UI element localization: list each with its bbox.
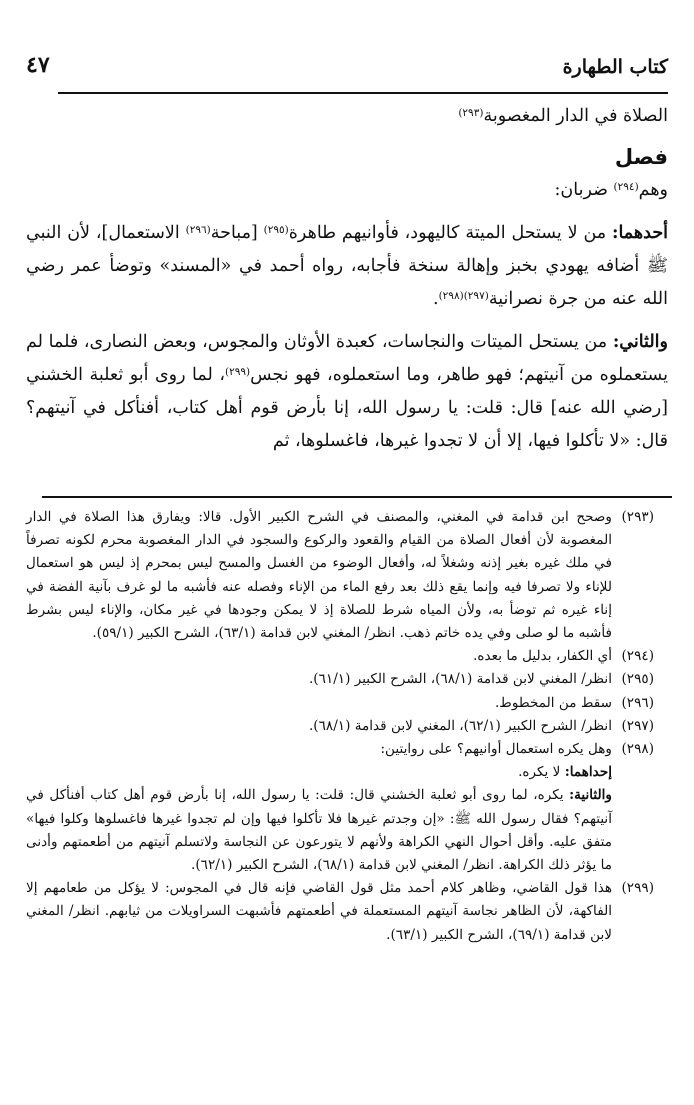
footnote-text: أي الكفار، بدليل ما بعده. [473, 648, 612, 665]
footnote [26, 692, 668, 715]
chapter-title: كتاب الطهارة [562, 56, 668, 78]
paragraph-first-type: أحدهما: من لا يستحل الميتة كاليهود، فأوانيهم طاهرة$^{(٢٩٥)}$ [مباحة$^{(٢٩٦)}$ الاستعمال]، لأن النبي ﷺ أضافه يهودي بخبز وإهالة سنخة فأجابه، رواه أحمد في «المسند» وتوضأ عمر رضي الله عنه من جرة نصرانية$^{(٢٩٧)(٢٩٨)}$. [26, 223, 669, 309]
footnote-lead: إحداهما: [564, 764, 612, 781]
footnote-number: (٢٩٩) [621, 880, 654, 897]
footnote-text: انظر/ المغني لابن قدامة (٦٨/١)، الشرح الكبير (٦١/١). [308, 671, 612, 688]
page-number: ٤٧ [26, 52, 50, 78]
footnote-ref: (٢٩٥) [263, 224, 289, 236]
footnote-number: (٢٩٣) [621, 509, 654, 525]
section-heading: فصل [614, 145, 668, 169]
footnote-continuation [26, 784, 668, 877]
footnote-separator [42, 496, 672, 498]
footnote-text: لا يكره. [518, 764, 565, 781]
footnote-text: سقط من المخطوط. [494, 694, 612, 711]
paragraph-lead: والثاني: [612, 332, 668, 352]
footnote-text: هذا قول القاضي، وظاهر كلام أحمد مثل قول القاضي فإنه قال في المجوس: لا يؤكل من طعامهم إلا الفاكهة، لأن الظاهر نجاسة آنيتهم المستعملة في أطعمتهم فأشبهت السراويلات من ثيابهم. انظر/ المغني لابن قدامة (٦٩/١)، الشرح الكبير (٦٣/١). [26, 880, 612, 943]
intro-line: وهم$^{(٢٩٤)}$ ضربان: [554, 180, 668, 200]
footnote [26, 506, 668, 645]
footnote-ref: (٢٩٧)(٢٩٨) [438, 290, 489, 302]
continuation-line: الصلاة في الدار المغصوبة$^{(٢٩٣)}$ [458, 106, 668, 126]
paragraph-lead: أحدهما: [612, 223, 669, 243]
footnotes [26, 506, 668, 947]
footnote [26, 877, 668, 947]
footnote-continuation [26, 761, 668, 784]
footnote-number: (٢٩٤) [621, 648, 654, 665]
main-text [26, 100, 668, 458]
footnote-number: (٢٩٧) [621, 717, 654, 734]
footnote-ref: (٢٩٦) [185, 224, 211, 236]
header-rule [58, 92, 668, 94]
footnote-ref: (٢٩٩) [224, 366, 251, 378]
footnote [26, 645, 668, 668]
footnote-text: وصحح ابن قدامة في المغني، والمصنف في الشرح الكبير الأول. قالا: ويفارق هذا الصلاة في الدار المغصوبة لأن أفعال الصلاة من القيام والقعود والركوع والسجود في الدار المغصوبة محرم لكونه تصرفاً في ملك غيره بغير إذنه وشغلاً له، وأفعال الوضوء من الغسل والمسح ليس بمحرم إذ ليس هو استعمال للإناء ولا تصرفا فيه وإنما يقع ذلك بعد رفع الماء من الإناء وفصله عنه فأشبه ما لو غرف بآنية الفضة في إناء غيره ثم توضأ به، ولأن المياه شرط للصلاة إذ لا يمكن وجودها في غير مكان، والإناء ليس بشرط فأشبه ما لو صلى وفي يده خاتم ذهب. انظر/ المغني لابن قدامة (٦٣/١)، الشرح الكبير (٥٩/١). [26, 509, 612, 642]
footnote-text: وهل يكره استعمال أوانيهم؟ على روايتين: [380, 741, 612, 758]
footnote-number: (٢٩٨) [621, 741, 654, 758]
running-header [26, 52, 668, 86]
footnote-text: انظر/ الشرح الكبير (٦٢/١)، المغني لابن قدامة (٦٨/١). [308, 717, 612, 734]
footnote-lead: والثانية: [569, 787, 612, 804]
footnote [26, 668, 668, 691]
footnote [26, 715, 668, 738]
footnote-number: (٢٩٦) [621, 694, 654, 711]
footnote-ref: (٢٩٤) [613, 181, 639, 193]
footnote-ref: (٢٩٣) [458, 107, 484, 119]
paragraph-second-type: والثاني: من يستحل الميتات والنجاسات، كعبدة الأوثان والمجوس، وبعض النصارى، فلما لم يستعملوه من آنيتهم؛ فهو طاهر، وما استعملوه، فهو نجس$^{(٢٩٩)}$، لما روى أبو ثعلبة الخشني [رضي الله عنه] قال: قلت: يا رسول الله، إنا بأرض قوم أهل كتاب، أفنأكل في آنيتهم؟ قال: «لا تأكلوا فيها، إلا أن لا تجدوا غيرها، فاغسلوها، ثم [26, 332, 669, 451]
footnote [26, 738, 668, 761]
footnote-number: (٢٩٥) [621, 671, 654, 688]
footnote-text: يكره، لما روى أبو ثعلبة الخشني قال: قلت: يا رسول الله، إنا بأرض قوم أهل كتاب أفنأكل في آنيتهم؟ فقال رسول الله ﷺ: «إن وجدتم غيرها فلا تأكلوا فيها وإن لم تجدوا غيرها فاغسلوها وكلوا فيها» متفق عليه. وأقل أحوال النهي الكراهة ولأنهم لا يتورعون عن النجاسة ولاتسلم آنيتهم من أطعمتهم وأدنى ما يؤثر ذلك الكراهة. انظر/ المغني لابن قدامة (٦٨/١)، الشرح الكبير (٦٢/١). [26, 787, 612, 874]
